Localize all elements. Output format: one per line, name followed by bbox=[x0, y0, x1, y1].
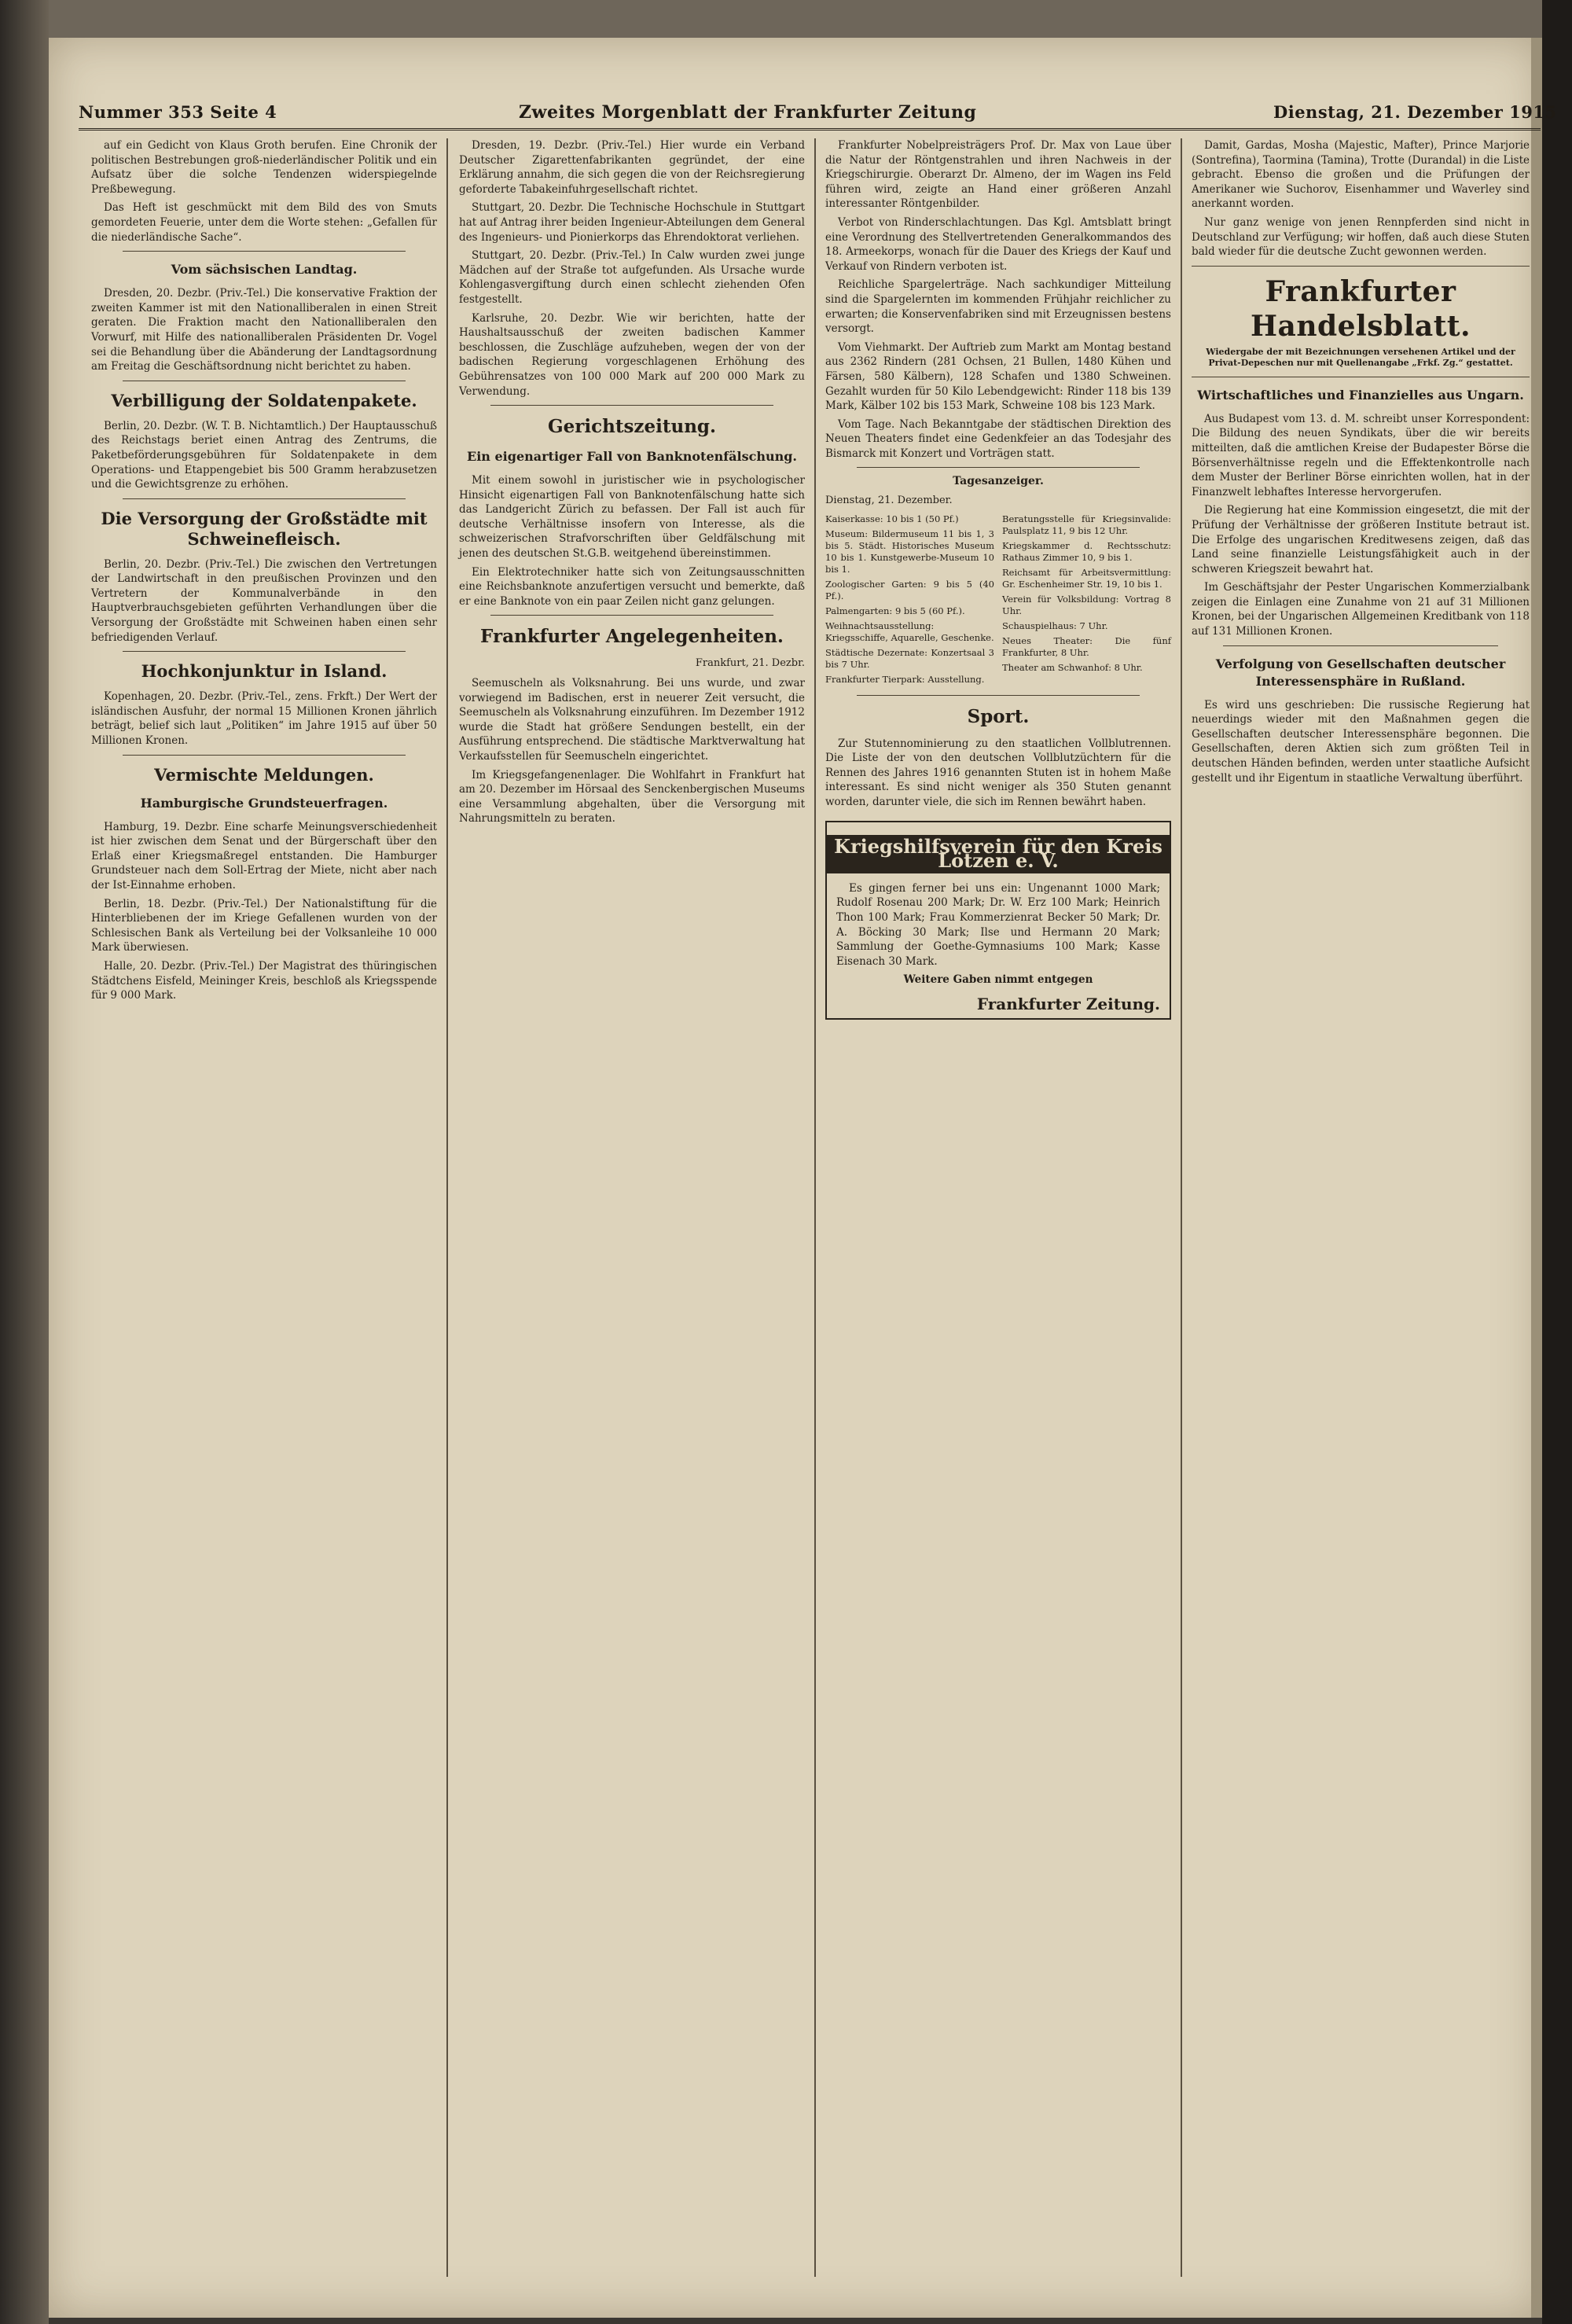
article-text: Das Heft ist geschmückt mit dem Bild des von Smuts gemordeten Feuerie, unter dem die Worte stehen: „Gefallen für die niederländische Sache“. bbox=[91, 201, 437, 244]
article-text: Verbot von Rinderschlachtungen. Das Kgl. Amtsblatt bringt eine Verordnung des Stellvertretenden Generalkommandos des 18. Armeekorps, wonach für die Dauer des Kriegs der Kauf und Verkauf von Rindern verboten ist. bbox=[825, 215, 1171, 273]
article-text: Hamburg, 19. Dezbr. Eine scharfe Meinungsverschiedenheit ist hier zwischen dem Senat und der Bürgerschaft über den Erlaß einer Kriegsmaßregel entstanden. Die Hamburger Grundsteuer nach dem Soll-Ertrag der Miete, nicht aber nach der Ist-Einnahme erhoben. bbox=[91, 820, 437, 892]
issue-date: Dienstag, 21. Dezember 1915 bbox=[1273, 102, 1557, 122]
separator-rule bbox=[123, 651, 406, 652]
article-text: Kopenhagen, 20. Dezbr. (Priv.-Tel., zens. Frkft.) Der Wert der isländischen Ausfuhr, der normal 15 Millionen Kronen jährlich beträgt, belief sich laut „Politiken“ im Jahre 1915 auf über 50 Millionen Kronen. bbox=[91, 690, 437, 748]
column-rule bbox=[1181, 138, 1182, 2277]
headline: Die Versorgung der Großstädte mit Schweinefleisch. bbox=[101, 508, 428, 549]
article-text: Vom Viehmarkt. Der Auftrieb zum Markt am Montag bestand aus 2362 Rindern (281 Ochsen, 21 Bullen, 1480 Kühen und Färsen, 580 Kälbern), 128 Schafen und 1380 Schweinen. Gezahlt wurden für 50 Kilo Lebendgewicht: Rinder 118 bis 139 Mark, Kälber 102 bis 153 Mark, Schweine 108 bis 123 Mark. bbox=[825, 340, 1171, 413]
article-text: Halle, 20. Dezbr. (Priv.-Tel.) Der Magistrat des thüringischen Städtchens Eisfeld, Meininger Kreis, beschloß als Kriegsspende für 9 000 Mark. bbox=[91, 959, 437, 1002]
article-text: Berlin, 20. Dezbr. (Priv.-Tel.) Die zwischen den Vertretungen der Landwirtschaft in den preußischen Provinzen und den Vertretern der Kommunalverbände in den Hauptverbrauchsgebieten geführten Verhandlungen über die Versorgung der Großstädte mit Schweinen haben einen sehr befriedigenden Verlauf. bbox=[91, 557, 437, 644]
separator-rule bbox=[123, 251, 406, 252]
separator-rule bbox=[1192, 266, 1530, 267]
donation-box-title: Kriegshilfsverein für den Kreis Lötzen e. V. bbox=[827, 835, 1170, 873]
calendar-entry: Neues Theater: Die fünf Frankfurter, 8 Uhr. bbox=[1002, 634, 1171, 658]
headline: Wirtschaftliches und Finanzielles aus Ungarn. bbox=[1197, 387, 1524, 403]
calendar-entry: Zoologischer Garten: 9 bis 5 (40 Pf.). bbox=[825, 578, 994, 601]
calendar-entry: Reichsamt für Arbeitsvermittlung: Gr. Eschenheimer Str. 19, 10 bis 1. bbox=[1002, 566, 1171, 590]
dateline: Frankfurt, 21. Dezbr. bbox=[695, 657, 805, 670]
article-text: Nur ganz wenige von jenen Rennpferden sind nicht in Deutschland zur Verfügung; wir hoffen, daß auch diese Stuten bald wieder für die deutsche Zucht gewonnen werden. bbox=[1192, 215, 1530, 259]
page-gutter bbox=[1531, 38, 1542, 2318]
events-calendar bbox=[825, 513, 1171, 689]
headline: Verbilligung der Soldatenpakete. bbox=[111, 390, 417, 410]
headline: Verfolgung von Gesellschaften deutscher Interessensphäre in Rußland. bbox=[1215, 656, 1506, 689]
headline: Vermischte Meldungen. bbox=[154, 764, 374, 785]
donation-note: Weitere Gaben nimmt entgegen bbox=[903, 973, 1093, 987]
calendar-entry: Kriegskammer d. Rechtsschutz: Rathaus Zimmer 10, 9 bis 1. bbox=[1002, 539, 1171, 563]
article-text: Mit einem sowohl in juristischer wie in psychologischer Hinsicht eigenartigen Fall von Banknotenfälschung hatte sich das Landgericht Zürich zu befassen. Der Fall ist auch für deutsche Verhältnisse insofern von Interesse, als die schweizerischen Strafvorschriften über Geldfälschung mit jenen des deutschen St.G.B. weitgehend übereinstimmen. bbox=[459, 474, 805, 561]
article-text: Berlin, 20. Dezbr. (W. T. B. Nichtamtlich.) Der Hauptausschuß des Reichstags beriet einen Antrag des Zentrums, die Paketbeförderungsgebühren für Soldatenpakete in dem Operations- und Etappengebiet bis 500 Gramm herabzusetzen und die Gewichtsgrenze zu erhöhen. bbox=[91, 419, 437, 491]
article-text: auf ein Gedicht von Klaus Groth berufen. Eine Chronik der politischen Bestrebungen groß-niederländischer Politik und ein Aufsatz über die solche Tendenzen widerspiegelnde Preßbewegung. bbox=[91, 139, 437, 196]
separator-rule bbox=[857, 467, 1140, 468]
calendar-entry: Theater am Schwanhof: 8 Uhr. bbox=[1002, 661, 1143, 673]
calendar-date: Dienstag, 21. Dezember. bbox=[825, 495, 953, 507]
article-text: Ein Elektrotechniker hatte sich von Zeitungsausschnitten eine Reichsbanknote anzufertigen versucht und bemerkte, daß er eine Banknote von ein paar Zeilen nicht ganz gelungen. bbox=[459, 565, 805, 608]
article-text: Damit, Gardas, Mosha (Majestic, Mafter), Prince Marjorie (Sontrefina), Taormina (Tamina), Trotte (Durandal) in die Liste gebracht. Ebenso die großen und die Prüfungen der Amerikaner wie Suchorov, Eisenhammer und Waverley sind anerkannt worden. bbox=[1192, 139, 1530, 211]
masthead bbox=[79, 99, 1557, 131]
article-text: Die Regierung hat eine Kommission eingesetzt, die mit der Prüfung der Verhältnisse der größeren Institute betraut ist. Die Erfolge des ungarischen Kreditwesens zeigen, daß das Land seine finanzielle Leistungsfähigkeit auch in der schweren Kriegszeit bewahrt hat. bbox=[1192, 504, 1530, 575]
article-text: Seemuscheln als Volksnahrung. Bei uns wurde, und zwar vorwiegend im Badischen, erst in neuerer Zeit versucht, die Seemuscheln als Volksnahrung einzuführen. Im Dezember 1912 wurde die Stadt hat größere Sendungen bestellt, ein der Ausführung entsprechend. Die städtische Marktverwaltung hat Verkaufsstellen für Seemuscheln eingerichtet. bbox=[459, 677, 805, 763]
article-text: Im Kriegsgefangenenlager. Die Wohlfahrt in Frankfurt hat am 20. Dezember im Hörsaal des Senckenbergischen Museums eine Versammlung abgehalten, über die Versorgung mit Nahrungsmitteln zu beraten. bbox=[459, 768, 805, 826]
section-subtitle: Wiedergabe der mit Bezeichnungen versehenen Artikel und der Privat-Depeschen nur mit Quellenangabe „Frkf. Zg.“ gestattet. bbox=[1206, 346, 1515, 368]
calendar-entry: Museum: Bildermuseum 11 bis 1, 3 bis 5. Städt. Historisches Museum 10 bis 1. Kunstgewerbe-Museum 10 bis 1. bbox=[825, 528, 994, 575]
calendar-entry: Palmengarten: 9 bis 5 (60 Pf.). bbox=[825, 605, 965, 616]
calendar-entry: Schauspielhaus: 7 Uhr. bbox=[1002, 620, 1108, 631]
article-text: Karlsruhe, 20. Dezbr. Wie wir berichten, hatte der Haushaltsausschuß der zweiten badischen Kammer beschlossen, die Zuschläge aufzuheben, wegen der von der badischen Regierung vorgeschlagenen Erhöhung des Gebührensatzes von 100 000 Mark auf 200 000 Mark zu Verwendung. bbox=[459, 311, 805, 398]
separator-rule bbox=[490, 405, 773, 406]
column-2 bbox=[459, 138, 805, 830]
section-headline: Frankfurter Angelegenheiten. bbox=[480, 626, 784, 648]
article-text: Dresden, 20. Dezbr. (Priv.-Tel.) Die konservative Fraktion der zweiten Kammer ist mit den Nationalliberalen in einen Streit geraten. Die Fraktion macht den Nationalliberalen den Vorwurf, mit Hilfe des nationalliberalen Präsidenten Dr. Vogel sei die Behandlung über die Abänderung der Landtagsordnung am Freitag die Geschäftsordnung nicht berichtet zu haben. bbox=[91, 287, 437, 373]
article-text: Stuttgart, 20. Dezbr. (Priv.-Tel.) In Calw wurden zwei junge Mädchen auf der Straße tot aufgefunden. Als Ursache wurde Kohlengasvergiftung durch einen schlecht ziehenden Ofen festgestellt. bbox=[459, 249, 805, 306]
article-text: Stuttgart, 20. Dezbr. Die Technische Hochschule in Stuttgart hat auf Antrag ihrer beiden Ingenieur-Abteilungen dem General des Ingenieurs- und Pionierkorps das Ehrendoktorat verliehen. bbox=[459, 201, 805, 244]
newspaper-title: Zweites Morgenblatt der Frankfurter Zeitung bbox=[519, 102, 977, 123]
column-rule bbox=[814, 138, 816, 2277]
calendar-entry: Kaiserkasse: 10 bis 1 (50 Pf.) bbox=[825, 513, 959, 524]
calendar-entry: Städtische Dezernate: Konzertsaal 3 bis 7 Uhr. bbox=[825, 646, 994, 670]
calendar-entry: Weihnachtsausstellung: Kriegsschiffe, Aquarelle, Geschenke. bbox=[825, 620, 994, 643]
donation-signature: Frankfurter Zeitung. bbox=[976, 994, 1160, 1013]
article-text: Frankfurter Nobelpreisträgers Prof. Dr. Max von Laue über die Natur der Röntgenstrahlen und ihren Nachweis in der Kriegschirurgie. Oberarzt Dr. Almeno, der im Wagen ins Feld führen wird, zeigte an Hand einer größeren Anzahl interessanter Röntgenbilder. bbox=[825, 139, 1171, 211]
calendar-entry: Beratungsstelle für Kriegsinvalide: Paulsplatz 11, 9 bis 12 Uhr. bbox=[1002, 513, 1171, 536]
section-headline: Sport. bbox=[967, 705, 1030, 727]
book-spine-left bbox=[0, 0, 49, 2324]
article-text: Dresden, 19. Dezbr. (Priv.-Tel.) Hier wurde ein Verband Deutscher Zigarettenfabrikanten gegründet, der eine Erklärung annahm, die sich gegen die von der Reichsregierung geforderte Tabakeinfuhrgesellschaft richtet. bbox=[459, 139, 805, 196]
article-text: Aus Budapest vom 13. d. M. schreibt unser Korrespondent: Die Bildung des neuen Syndikats, über die wir bereits mitteilten, daß die amtlichen Kreise der Budapester Börse die Börsenverhältnisse regeln und die Effektenkontrolle nach dem Muster der Berliner Börse einrichten wollen, hat in der Finanzwelt lebhaftes Interesse hervorgerufen. bbox=[1192, 412, 1530, 498]
calendar-entry: Verein für Volksbildung: Vortrag 8 Uhr. bbox=[1002, 593, 1171, 616]
article-text: Reichliche Spargelerträge. Nach sachkundiger Mitteilung sind die Spargelernten im kommenden Frühjahr reichlicher zu erwarten; die Konservenfabriken sind mit Erzeugnissen bestens versorgt. bbox=[825, 278, 1171, 336]
column-rule bbox=[446, 138, 448, 2277]
separator-rule bbox=[123, 498, 406, 499]
calendar-column-left bbox=[825, 513, 994, 689]
article-text: Es wird uns geschrieben: Die russische Regierung hat neuerdings wieder mit den Maßnahmen gegen die Gesellschaften deutscher Interessensphäre begonnen. Die Gesellschaften, deren Aktien sich zum größten Teil in deutschen Händen befinden, werden unter staatliche Aufsicht gestellt und ihr Eigentum in staatliche Verwaltung überführt. bbox=[1192, 698, 1530, 785]
article-text: Zur Stutennominierung zu den staatlichen Vollblutrennen. Die Liste der von den deutschen Vollblutzüchtern für die Rennen des Jahres 1916 genannten Stuten ist in hohem Maße interessant. Es sind nicht weniger als 350 Stuten genannt worden, darunter viele, die sich im Rennen bewährt haben. bbox=[825, 737, 1171, 809]
issue-number: Nummer 353 Seite 4 bbox=[79, 102, 277, 122]
article-text: Im Geschäftsjahr der Pester Ungarischen Kommerzialbank zeigen die Einlagen eine Zunahme von 21 auf 31 Millionen Kronen, bei der Ungarischen Allgemeinen Kreditbank von 118 auf 131 Millionen Kronen. bbox=[1192, 581, 1530, 638]
headline: Vom sächsischen Landtag. bbox=[171, 262, 358, 278]
calendar-column-right bbox=[1002, 513, 1171, 689]
book-spine-right bbox=[1542, 0, 1572, 2324]
article-text: Vom Tage. Nach Bekanntgabe der städtischen Direktion des Neuen Theaters findet eine Gedenkfeier an das Todesjahr des Bismarck mit Konzert und Vorträgen statt. bbox=[825, 417, 1171, 460]
article-text: Berlin, 18. Dezbr. (Priv.-Tel.) Der Nationalstiftung für die Hinterbliebenen der im Kriege Gefallenen wurden von der Schlesischen Bank als Verteilung bei der Volksanleihe 10 000 Mark überwiesen. bbox=[91, 897, 437, 954]
headline: Hochkonjunktur in Island. bbox=[141, 661, 387, 682]
calendar-entry: Frankfurter Tierpark: Ausstellung. bbox=[825, 673, 985, 685]
subheadline: Ein eigenartiger Fall von Banknotenfälschung. bbox=[467, 449, 797, 465]
separator-rule bbox=[123, 755, 406, 756]
calendar-title: Tagesanzeiger. bbox=[953, 475, 1044, 488]
separator-rule bbox=[857, 695, 1140, 696]
column-4 bbox=[1192, 138, 1530, 789]
subheadline: Hamburgische Grundsteuerfragen. bbox=[140, 795, 388, 811]
section-title-handelsblatt: Frankfurter Handelsblatt. bbox=[1251, 274, 1471, 343]
page-top-edge bbox=[49, 0, 1542, 38]
donation-list: Es gingen ferner bei uns ein: Ungenannt 1000 Mark; Rudolf Rosenau 200 Mark; Dr. W. Erz 100 Mark; Heinrich Thon 100 Mark; Frau Kommerzienrat Becker 50 Mark; Dr. A. Böcking 30 Mark; Ilse und Hermann 20 Mark; Sammlung der Goethe-Gymnasiums 100 Mark; Kasse Eisenach 30 Mark. bbox=[836, 881, 1160, 968]
donation-box bbox=[825, 821, 1171, 1020]
separator-rule bbox=[1223, 645, 1498, 646]
separator-rule bbox=[490, 615, 773, 616]
column-1 bbox=[91, 138, 437, 1007]
column-3 bbox=[825, 138, 1171, 1020]
section-headline: Gerichtszeitung. bbox=[547, 416, 717, 438]
